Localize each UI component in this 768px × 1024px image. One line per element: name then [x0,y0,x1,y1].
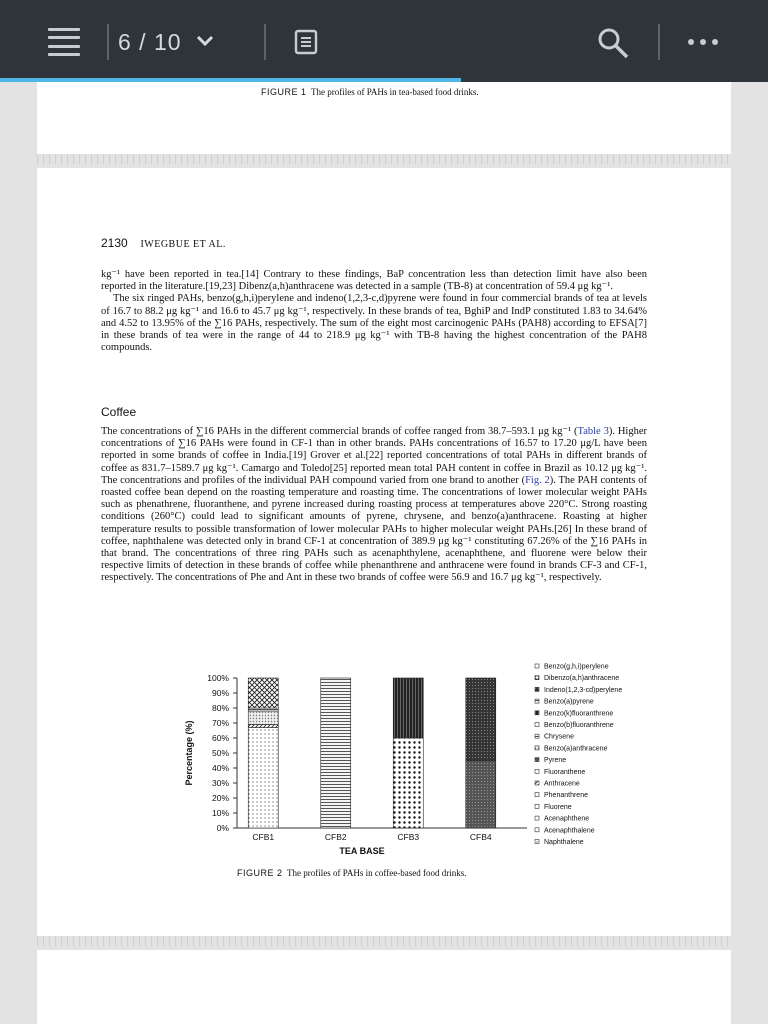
paragraph-3-part-a: The concentrations of ∑16 PAHs in the different commercial brands of coffee ranged from 38.7–593.1 μg kg⁻¹ ( [101,426,578,437]
bar-segment [248,711,278,725]
figure-1-caption-text: The profiles of PAHs in tea-based food drinks. [311,87,479,97]
paragraph-2: The six ringed PAHs, benzo(g,h,i)perylene and indeno(1,2,3-c,d)pyrene were found in four commercial brands of tea at levels of 16.7 to 88.2 μg kg⁻¹ and 16.6 to 45.7 μg kg⁻¹, respectively. In these brands of tea, BghiP and IndP constituted 1.83 to 34.64% and 4.52 to 13.95% of the ∑16 PAHs, respectively. The sum of the eight most carcinogenic PAHs (PAH8) according to EFSA[7] in these brands of tea were in the range of 44 to 218.9 μg kg⁻¹ with TB-8 having the highest concentration of the PAH8 compounds. [101,293,647,354]
running-head: IWEGBUE ET AL. [140,239,226,250]
legend-swatch [535,711,539,715]
legend-label: Phenanthrene [544,792,588,800]
x-tick-label: CFB4 [469,832,492,842]
legend-label: Naphthalene [544,839,584,846]
document-outline-icon[interactable] [292,28,320,56]
legend-label: Benzo(a)anthracene [544,745,608,753]
current-page [37,168,731,936]
y-axis-label: Percentage (%) [184,720,194,786]
bar-segment [393,738,423,828]
bar-segment [248,708,278,711]
figure-1-label: FIGURE 1 [261,87,307,97]
y-tick-label: 20% [211,793,229,803]
page-indicator-text: 6 / 10 [118,28,182,55]
legend-label: Chrysene [544,733,574,741]
bar-segment [466,678,496,761]
figure-2-label: FIGURE 2 [237,868,283,878]
page-number: 2130 [101,236,128,250]
table-3-link[interactable]: Table 3 [577,426,609,437]
y-tick-label: 90% [211,688,229,698]
legend-swatch [535,699,539,703]
legend-swatch [535,781,539,785]
section-title-coffee: Coffee [101,405,137,419]
search-icon[interactable] [596,26,630,60]
bar-segment [248,678,278,708]
x-tick-label: CFB3 [397,832,420,842]
legend-swatch [535,676,539,680]
figure-2-caption-text: The profiles of PAHs in coffee-based food drinks. [287,868,467,878]
hamburger-menu-icon[interactable] [46,28,82,56]
figure-2-link[interactable]: Fig. 2 [525,474,550,486]
toolbar-divider [658,24,660,60]
figure-2-caption [237,868,466,878]
viewer-toolbar [0,0,768,82]
legend-label: Fluorene [544,803,572,811]
bar-segment [248,728,278,829]
body-text-top [101,269,647,354]
page-gap-ruler [37,936,731,946]
legend-swatch [535,734,539,738]
body-text-coffee [101,426,647,585]
y-tick-label: 60% [211,733,229,743]
previous-page [37,82,731,154]
legend-swatch [535,723,539,727]
bar-segment [466,761,496,829]
y-tick-label: 0% [216,823,229,833]
legend-label: Anthracene [544,780,580,788]
legend-swatch [535,769,539,773]
legend-swatch [535,687,539,691]
next-page [37,950,731,1024]
legend-swatch [535,828,539,832]
paragraph-1: kg⁻¹ have been reported in tea.[14] Contrary to these findings, BaP concentration less than detection limit have also been reported in the literature.[19,23] Dibenz(a,h)anthracene was detected in a sample (TB-8) at concentration of 59.4 μg kg⁻¹. [101,269,647,293]
y-tick-label: 50% [211,748,229,758]
legend-swatch [535,840,539,844]
legend-label: Pyrene [544,757,567,765]
legend-swatch [535,746,539,750]
legend-swatch [535,816,539,820]
y-tick-label: 10% [211,808,229,818]
legend-label: Benzo(k)fluoranthrene [544,710,614,718]
legend-swatch [535,804,539,808]
legend-label: Benzo(a)pyrene [544,698,594,706]
page-header [101,236,226,250]
y-tick-label: 70% [211,718,229,728]
legend-label: Fluoranthene [544,768,586,776]
legend-label: Acenaphthalene [544,827,595,835]
legend-swatch [535,793,539,797]
y-tick-label: 30% [211,778,229,788]
x-axis-label: TEA BASE [339,846,385,856]
legend-label: Dibenzo(a,h)anthracene [544,675,620,683]
x-tick-label: CFB2 [324,832,347,842]
legend-label: Acenaphthene [544,815,590,823]
chevron-down-icon [196,34,214,52]
y-tick-label: 100% [207,673,229,683]
legend-label: Benzo(g,h,i)perylene [544,663,609,671]
toolbar-divider [264,24,266,60]
paragraph-3 [101,426,647,585]
legend-swatch [535,664,539,668]
paragraph-3-part-c: ). The PAH contents of roasted coffee bean depend on the roasting temperature and roasting time. The concentrations of lower molecular weight PAHs such as phenathrene, fluoranthene, and pyrene increased during roasting process at temperatures above 220°C. Strong roasting conditions (260°C) could lead to significant amounts of pyrene, chrysene, and benzo(a)anthracene. Roasting at higher temperature results to possible transformation of lower molecular PAHs to higher molecular weight PAHs.[26] In these brand of coffee, naphthalene was detected only in brand CF-1 at concentration of 389.9 μg kg⁻¹ constituting 67.26% of the ∑16 PAHs in that brand. The concentrations of three ring PAHs such as acenaphthylene, acenaphthene, and fluorene were below their respective limits of detection in these brands of coffee while phenanthrene and anthracene were found in brands CF-3 and CF-1, respectively. The concentrations of Phe and Ant in these two brands of coffee were 56.9 and 16.7 μg kg⁻¹, respectively. [101,474,647,584]
bar-segment [248,725,278,728]
bar-segment [321,678,351,828]
legend-swatch [535,758,539,762]
y-tick-label: 40% [211,763,229,773]
more-options-icon[interactable] [685,30,721,54]
figure-2-chart [147,660,623,865]
legend-label: Benzo(b)fluoranthrene [544,722,614,729]
bar-segment [393,678,423,738]
page-indicator-dropdown[interactable] [118,24,214,60]
legend-label: Indeno(1,2,3-cd)perylene [544,686,623,694]
page-gap-ruler [37,154,731,164]
toolbar-divider [107,24,109,60]
y-tick-label: 80% [211,703,229,713]
paragraph-3-part-b: ). Higher concentrations of ∑16 PAHs were found in CF-1 than in other brands. PAHs concentrations of 16.57 to 17.20 μg/L have been reported in some brands of coffee in India.[19] Grover et al.[22] reported concentrations of total PAHs in different brands of coffee as 831.7–1589.7 μg kg⁻¹. Camargo and Toledo[25] reported mean total PAH content in coffee in Brazil as 10.12 μg kg⁻¹. The concentrations and profiles of the individual PAH compound varied from one brand to another ( [101,426,647,486]
figure-1-caption [261,87,479,97]
x-tick-label: CFB1 [252,832,275,842]
